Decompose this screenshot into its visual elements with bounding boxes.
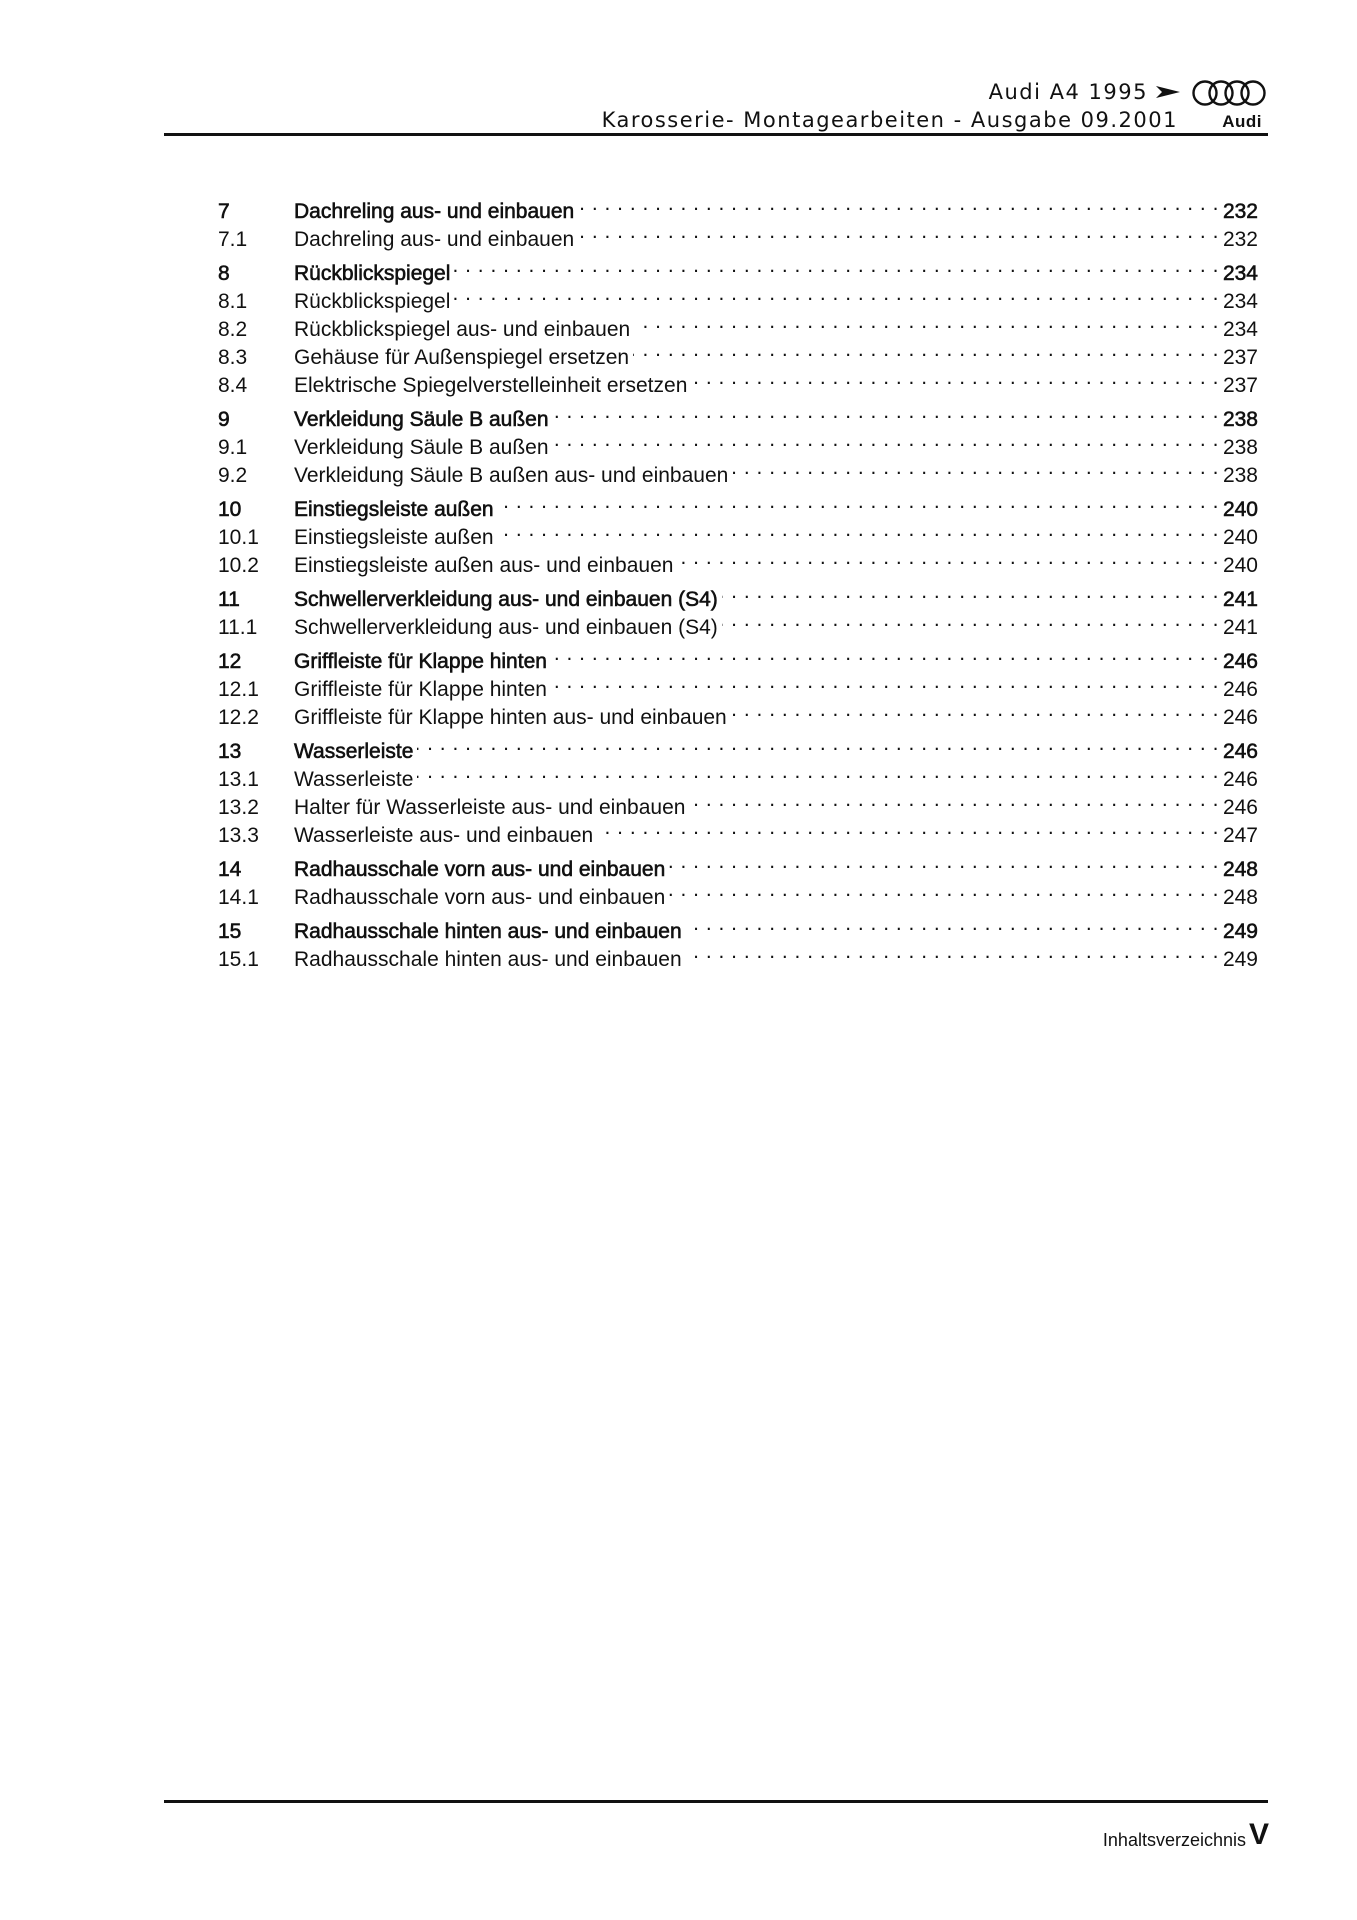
toc-entry-title: Gehäuse für Außenspiegel ersetzen <box>294 346 630 369</box>
toc-entry-title: Radhausschale hinten aus- und einbauen <box>294 920 682 943</box>
toc-entry-number: 10 <box>218 498 242 521</box>
toc-entry-page: 232 <box>1222 200 1258 223</box>
header-model: Audi A4 1995 <box>988 80 1148 104</box>
table-of-contents <box>218 190 1258 971</box>
toc-entry-number: 11 <box>218 588 240 611</box>
toc-entry-title: Radhausschale vorn aus- und einbauen <box>294 858 666 881</box>
toc-entry-page: 246 <box>1222 650 1258 673</box>
toc-entry-title: Dachreling aus- und einbauen <box>294 228 575 251</box>
toc-dot-leader <box>417 758 1219 786</box>
toc-dot-leader <box>551 668 1219 696</box>
toc-dot-leader <box>578 218 1219 246</box>
toc-dot-leader <box>498 516 1219 544</box>
toc-entry-page: 240 <box>1222 554 1258 577</box>
toc-dot-leader <box>691 364 1219 392</box>
toc-entry-title: Einstiegsleiste außen <box>294 498 494 521</box>
toc-entry-number: 11.1 <box>218 616 258 639</box>
toc-entry-title: Rückblickspiegel <box>294 290 451 313</box>
toc-entry-page: 246 <box>1222 768 1258 791</box>
toc-entry-page: 234 <box>1222 290 1258 313</box>
toc-entry-page: 237 <box>1222 346 1258 369</box>
toc-entry-page: 240 <box>1222 526 1258 549</box>
toc-entry-number: 15.1 <box>218 948 259 971</box>
toc-entry-page: 249 <box>1222 920 1258 943</box>
toc-section-row[interactable] <box>218 730 1258 763</box>
toc-entry-title: Wasserleiste <box>294 740 414 763</box>
toc-entry-number: 13 <box>218 740 242 763</box>
toc-section-row[interactable] <box>218 578 1258 611</box>
toc-entry-title: Griffleiste für Klappe hinten <box>294 678 547 701</box>
toc-entry-title: Griffleiste für Klappe hinten aus- und einbauen <box>294 706 727 729</box>
toc-entry-page: 248 <box>1222 886 1258 909</box>
toc-section-row[interactable] <box>218 488 1258 521</box>
toc-dot-leader <box>689 786 1219 814</box>
toc-dot-leader <box>498 488 1219 516</box>
toc-dot-leader <box>669 848 1219 876</box>
header-subtitle: Karosserie- Montagearbeiten - Ausgabe 09.2001 <box>601 108 1178 132</box>
toc-entry-number: 10.2 <box>218 554 259 577</box>
toc-entry-number: 13.1 <box>218 768 259 791</box>
toc-entry-number: 9.1 <box>218 436 248 459</box>
toc-dot-leader <box>732 454 1219 482</box>
toc-entry-title: Verkleidung Säule B außen <box>294 408 549 431</box>
arrow-right-icon <box>1156 82 1180 102</box>
toc-dot-leader <box>633 336 1219 364</box>
toc-entry-title: Verkleidung Säule B außen <box>294 436 549 459</box>
toc-entry-number: 13.2 <box>218 796 259 819</box>
toc-dot-leader <box>417 730 1219 758</box>
toc-entry-page: 238 <box>1222 408 1258 431</box>
toc-entry-page: 246 <box>1222 740 1258 763</box>
toc-entry-page: 232 <box>1222 228 1258 251</box>
toc-dot-leader <box>454 252 1219 280</box>
toc-entry-number: 8.1 <box>218 290 248 313</box>
audi-logo-text: Audi <box>1222 112 1262 131</box>
toc-entry-title: Verkleidung Säule B außen aus- und einbauen <box>294 464 729 487</box>
toc-section-row[interactable] <box>218 848 1258 881</box>
toc-entry-page: 238 <box>1222 436 1258 459</box>
toc-entry-page: 249 <box>1222 948 1258 971</box>
toc-entry-title: Griffleiste für Klappe hinten <box>294 650 547 673</box>
toc-entry-title: Radhausschale vorn aus- und einbauen <box>294 886 666 909</box>
toc-dot-leader <box>686 910 1219 938</box>
toc-entry-title: Wasserleiste aus- und einbauen <box>294 824 594 847</box>
toc-entry-number: 7.1 <box>218 228 248 251</box>
toc-entry-page: 234 <box>1222 318 1258 341</box>
toc-dot-leader <box>553 398 1219 426</box>
toc-section-row[interactable] <box>218 640 1258 673</box>
toc-entry-title: Rückblickspiegel aus- und einbauen <box>294 318 631 341</box>
toc-entry-number: 12.1 <box>218 678 259 701</box>
toc-dot-leader <box>677 544 1219 572</box>
toc-entry-number: 8 <box>218 262 230 285</box>
toc-entry-title: Schwellerverkleidung aus- und einbauen (S4) <box>294 588 718 611</box>
toc-entry-title: Wasserleiste <box>294 768 414 791</box>
toc-entry-title: Halter für Wasserleiste aus- und einbauen <box>294 796 686 819</box>
toc-entry-number: 7 <box>218 200 230 223</box>
toc-entry-number: 9 <box>218 408 230 431</box>
toc-entry-number: 12 <box>218 650 242 673</box>
toc-dot-leader <box>722 606 1219 634</box>
toc-dot-leader <box>551 640 1219 668</box>
toc-entry-page: 246 <box>1222 678 1258 701</box>
footer-divider <box>164 1800 1268 1803</box>
toc-entry-number: 8.4 <box>218 374 248 397</box>
toc-entry-number: 15 <box>218 920 242 943</box>
toc-dot-leader <box>454 280 1219 308</box>
toc-entry-number: 8.2 <box>218 318 248 341</box>
toc-entry-title: Einstiegsleiste außen <box>294 526 494 549</box>
toc-entry-page: 247 <box>1222 824 1258 847</box>
toc-entry-page: 246 <box>1222 796 1258 819</box>
toc-dot-leader <box>578 190 1219 218</box>
toc-dot-leader <box>634 308 1219 336</box>
toc-section-row[interactable] <box>218 398 1258 431</box>
toc-entry-page: 246 <box>1222 706 1258 729</box>
toc-entry-number: 13.3 <box>218 824 259 847</box>
toc-entry-page: 234 <box>1222 262 1258 285</box>
toc-entry-number: 9.2 <box>218 464 248 487</box>
toc-section-row[interactable] <box>218 252 1258 285</box>
toc-entry-page: 241 <box>1222 588 1258 611</box>
toc-entry-page: 240 <box>1222 498 1258 521</box>
toc-section-row[interactable] <box>218 910 1258 943</box>
toc-entry-title: Einstiegsleiste außen aus- und einbauen <box>294 554 674 577</box>
audi-logo <box>1190 76 1268 132</box>
toc-entry-number: 14 <box>218 858 242 881</box>
toc-entry-title: Elektrische Spiegelverstelleinheit ersetzen <box>294 374 688 397</box>
toc-entry-title: Radhausschale hinten aus- und einbauen <box>294 948 682 971</box>
toc-entry-number: 8.3 <box>218 346 248 369</box>
toc-entry-page: 248 <box>1222 858 1258 881</box>
toc-entry-number: 14.1 <box>218 886 259 909</box>
toc-section-row[interactable] <box>218 190 1258 223</box>
toc-entry-page: 237 <box>1222 374 1258 397</box>
toc-dot-leader <box>731 696 1219 724</box>
toc-entry-title: Dachreling aus- und einbauen <box>294 200 575 223</box>
page-header <box>164 76 1268 136</box>
toc-dot-leader <box>553 426 1219 454</box>
toc-dot-leader <box>686 938 1219 966</box>
footer-page-number: V <box>1248 1818 1269 1851</box>
toc-entry-title: Rückblickspiegel <box>294 262 451 285</box>
toc-dot-leader <box>669 876 1219 904</box>
toc-dot-leader <box>722 578 1219 606</box>
footer-label: Inhaltsverzeichnis <box>1102 1830 1246 1850</box>
toc-entry-page: 238 <box>1222 464 1258 487</box>
toc-entry-number: 12.2 <box>218 706 259 729</box>
toc-entry-number: 10.1 <box>218 526 259 549</box>
toc-dot-leader <box>597 814 1219 842</box>
toc-entry-title: Schwellerverkleidung aus- und einbauen (S4) <box>294 616 718 639</box>
audi-rings-icon <box>1192 78 1266 108</box>
toc-entry-page: 241 <box>1222 616 1258 639</box>
header-divider <box>164 133 1268 136</box>
